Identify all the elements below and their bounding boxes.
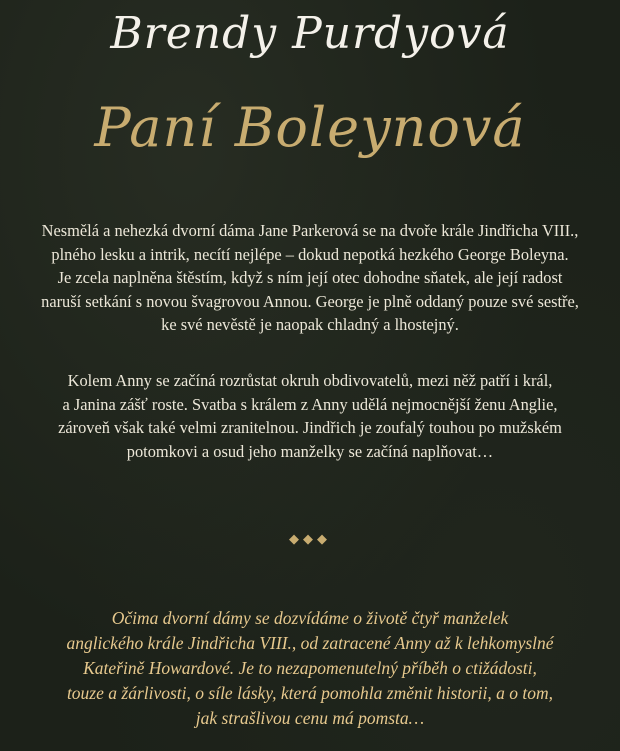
book-title: Paní Boleynová bbox=[94, 96, 526, 159]
diamond-ornament-icon: ◆◆◆ bbox=[289, 532, 331, 547]
tagline-line: Očima dvorní dámy se dozvídáme o životě čtyř manželek bbox=[111, 608, 509, 628]
blurb-line: Je zcela naplněna štěstím, když s ním její otec dohodne sňatek, ale její radost bbox=[57, 268, 563, 287]
blurb-line: Nesmělá a nehezká dvorní dáma Jane Parkerová se na dvoře krále Jindřicha VIII., bbox=[41, 221, 579, 240]
tagline-line: Kateřině Howardové. Je to nezapomenutelný příběh o ctižádosti, bbox=[83, 658, 537, 678]
tagline bbox=[0, 606, 620, 731]
tagline-line: jak strašlivou cenu má pomsta… bbox=[195, 708, 425, 728]
blurb-line: plného lesku a intrik, necítí nejlépe – dokud nepotká hezkého George Boleyna. bbox=[51, 244, 569, 264]
blurb-line: ke své nevěstě je naopak chladný a lhostejný. bbox=[161, 315, 459, 334]
blurb-line: Kolem Anny se začíná rozrůstat okruh obdivovatelů, mezi něž patří i král, bbox=[67, 371, 553, 390]
blurb-line: a Janina zášť roste. Svatba s králem z Anny udělá nejmocnější ženu Anglie, bbox=[62, 394, 558, 414]
blurb-paragraph-2 bbox=[0, 369, 620, 463]
tagline-line: anglického krále Jindřicha VIII., od zatracené Anny až k lehkomyslné bbox=[66, 633, 554, 653]
author-name: Brendy Purdyová bbox=[110, 8, 510, 59]
blurb-line: potomkovi a osud jeho manželky se začíná naplňovat… bbox=[126, 441, 494, 461]
blurb-paragraph-1 bbox=[0, 219, 620, 337]
tagline-line: touze a žárlivosti, o síle lásky, která pomohla změnit historii, a o tom, bbox=[66, 683, 554, 703]
blurb-line: zároveň však také velmi zranitelnou. Jindřich je zoufalý touhou po mužském bbox=[58, 418, 562, 437]
blurb-line: naruší setkání s novou švagrovou Annou. George je plně oddaný pouze své sestře, bbox=[41, 291, 579, 311]
